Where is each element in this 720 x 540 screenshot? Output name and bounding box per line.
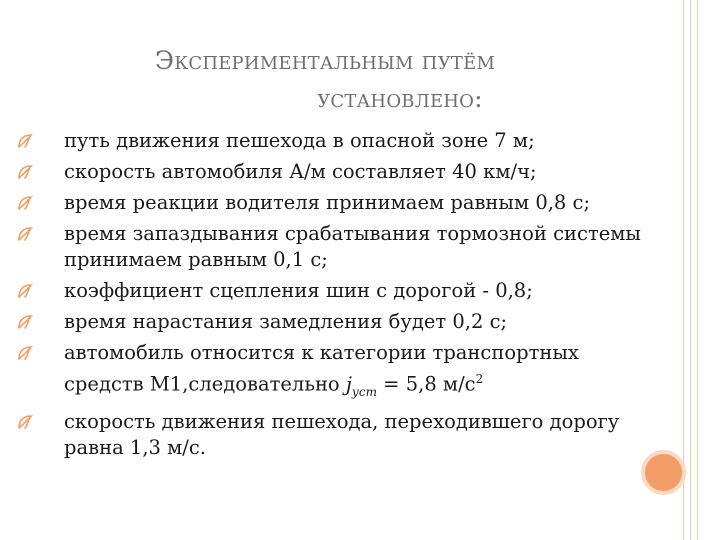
list-item-text: путь движения пешехода в опасной зоне 7 м; [64,129,535,152]
list-item-text-before: автомобиль относится к категории транспортных средств М1,следовательно [64,341,579,396]
curly-bullet-icon [16,282,34,300]
list-item-text: скорость движения пешехода, переходившего дорогу равна 1,3 м/с. [64,410,620,460]
list-item [16,221,656,273]
curly-bullet-icon [16,313,34,331]
list-item-text: коэффициент сцепления шин с дорогой - 0,8; [64,279,533,302]
curly-bullet-icon [16,163,34,181]
slide-title [0,42,640,118]
list-item-text: время запаздывания срабатывания тормозной системы принимаем равным 0,1 с; [64,222,641,271]
unit-superscript: 2 [475,372,484,386]
curly-bullet-icon [16,225,34,243]
frame-line-right [697,0,698,540]
list-item-text: скорость автомобиля А/м составляет 40 км/ч; [64,160,537,183]
list-item [16,190,656,216]
list-item-text-after: = 5,8 м/с [376,372,476,396]
list-item [16,309,656,335]
list-item-text: время нарастания замедления будет 0,2 с; [64,310,508,333]
list-item-text: время реакции водителя принимаем равным 0,8 с; [64,191,591,214]
curly-bullet-icon [16,344,34,362]
symbol-subscript: уст [351,384,377,399]
curly-bullet-icon [16,194,34,212]
bullet-list [16,128,656,466]
acceleration-symbol [345,372,377,399]
frame-line-middle [690,0,691,540]
symbol-j: j [345,372,352,396]
curly-bullet-icon [16,413,34,431]
list-item [16,159,656,185]
title-line-1: Экспериментальным путём [154,46,496,75]
list-item [16,409,656,461]
frame-line-left [683,0,684,540]
curly-bullet-icon [16,132,34,150]
list-item [16,340,656,404]
list-item [16,128,656,154]
title-line-2: установлено: [317,84,483,113]
list-item [16,278,656,304]
